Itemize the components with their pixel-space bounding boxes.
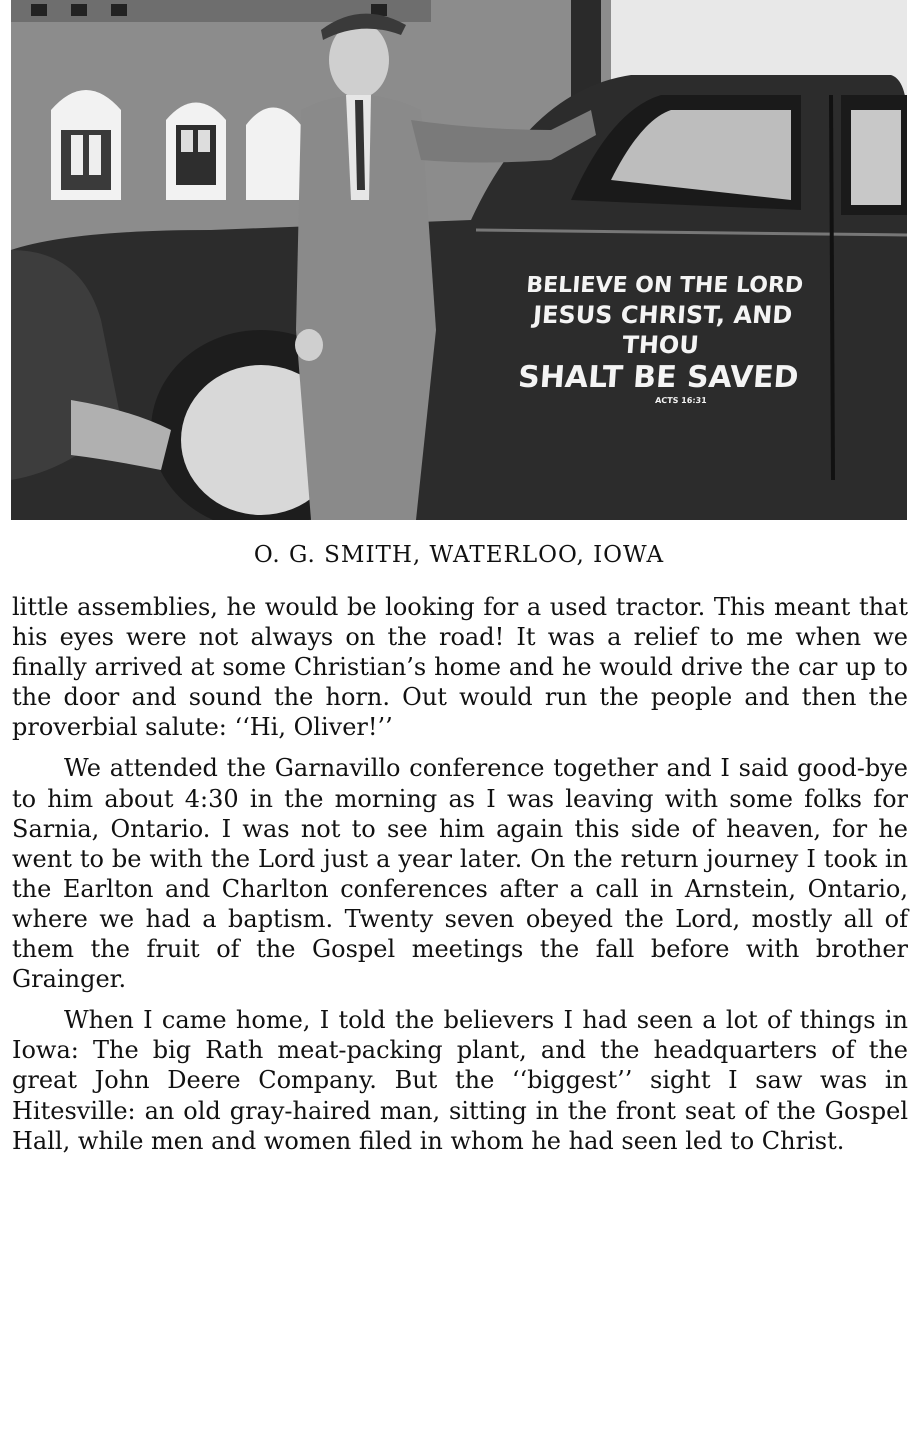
paragraph-2: We attended the Garnavillo conference together and I said good-bye to him about 4:30 in the morning as I was leaving with some folks for Sarnia, Ontario. I was not to see him again this side of heaven, for he went to be with the Lord just a year later. On the return journey I took in the Earlton and Charlton conferences after a call in Arnstein, Ontario, where we had a baptism. Twenty seven obeyed the Lord, mostly all of them the fruit of the Gospel meetings the fall before with brother Grainger. bbox=[12, 754, 908, 994]
paragraph-3: When I came home, I told the believers I had seen a lot of things in Iowa: The big Rath meat-packing plant, and the headquarters of the great John Deere Company. But the ‘‘biggest’’ sight I saw was in Hitesville: an old gray-haired man, sitting in the front seat of the Gospel Hall, while men and women filed in whom he had seen led to Christ. bbox=[12, 1006, 908, 1155]
photo-illustration bbox=[11, 0, 907, 520]
article-body bbox=[12, 592, 908, 1167]
car-door-sign bbox=[486, 272, 835, 406]
sign-line-2: JESUS CHRIST, AND THOU bbox=[532, 301, 794, 359]
sign-line-3: SHALT BE SAVED bbox=[516, 360, 800, 395]
sign-line-1: BELIEVE ON THE LORD bbox=[525, 273, 804, 298]
sign-reference: ACTS 16:31 bbox=[654, 396, 708, 405]
photograph-man-with-car bbox=[11, 0, 907, 520]
paragraph-1: little assemblies, he would be looking for a used tractor. This meant that his eyes were not always on the road! It was a relief to me when we finally arrived at some Christian’s home and he would drive the car up to the door and sound the horn. Out would run the people and then the proverbial salute: ‘‘Hi, Oliver!’’ bbox=[12, 593, 908, 742]
photo-caption: O. G. SMITH, WATERLOO, IOWA bbox=[253, 542, 665, 568]
